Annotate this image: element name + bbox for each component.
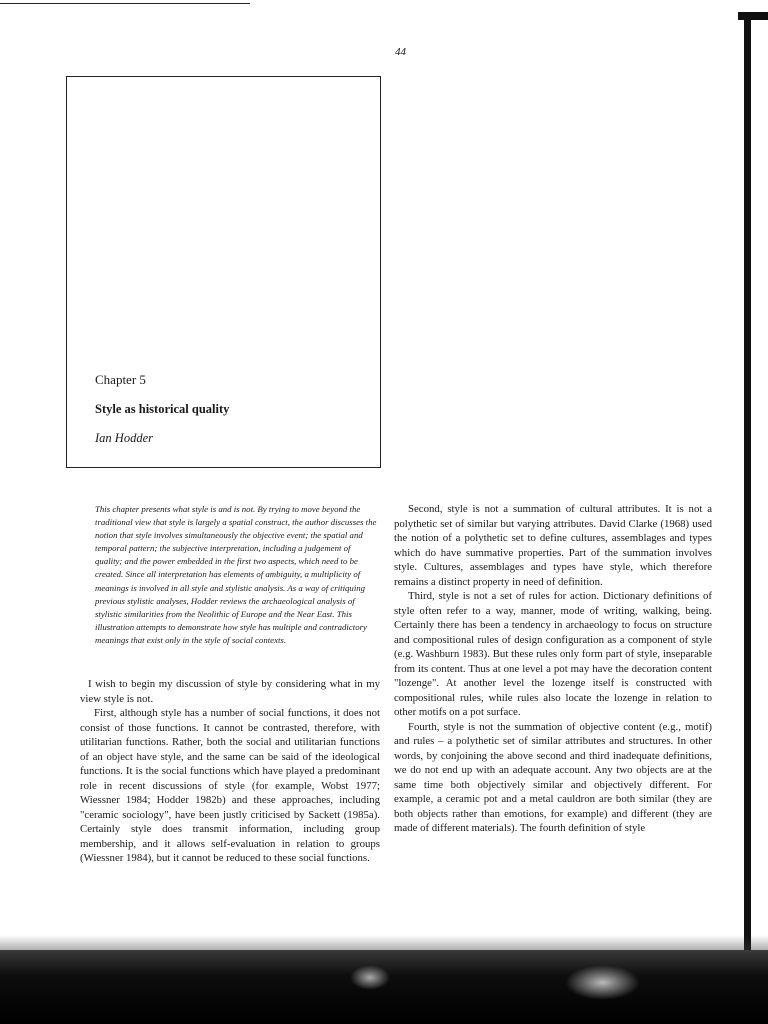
page-number: 44	[395, 46, 406, 58]
top-rule	[0, 3, 250, 4]
paragraph: Fourth, style is not the summation of objective content (e.g., motif) and rules – a polythetic set of similar attributes and structures. In other words, by conjoining the above second and third inadequate definitions, we do not end up with an adequate account. Any two objects are at the same time both objectively similar and objectively different. For example, a ceramic pot and a metal cauldron are both similar (they are both objects rather than emotions, for example) and different (they are made of different materials). The fourth definition of style	[394, 720, 712, 834]
book-spine-shadow	[738, 12, 768, 20]
paragraph: Third, style is not a set of rules for action. Dictionary definitions of style often refer to a way, manner, mode of writing, walking, being. Certainly there has been a tendency in archaeology to focus on structure and compositional rules of design configuration as a component of style (e.g. Washburn 1983). But these rules only form part of style, inseparable from its content. Thus at one level a pot may have the decoration content "lozenge". At another level the lozenge itself is constructed with compositional rules, while rules also locate the lozenge in relation to other motifs on a pot surface.	[394, 590, 712, 718]
chapter-author: Ian Hodder	[95, 431, 153, 445]
book-spine-shadow	[744, 18, 751, 978]
paragraph: Second, style is not a summation of cultural attributes. It is not a polythetic set of similar but varying attributes. David Clarke (1968) used the notion of a polythetic set to define cultures, assemblages and types which do have summative properties. Part of the summation involves style. Cultures, assemblages and types have style, which therefore remains a distinct property in need of definition.	[394, 503, 712, 588]
chapter-abstract: This chapter presents what style is and is not. By trying to move beyond the traditional view that style is largely a spatial construct, the author discusses the notion that style involves simultaneously the objective event; the spatial and temporal pattern; the subjective interpretation, including a judgement of quality; and the power embedded in the first two aspects, which need to be created. Since all interpretation has elements of ambiguity, a multiplicity of meanings is involved in all style and stylistic analysis. As a way of critiquing previous stylistic analyses, Hodder reviews the archaeological analysis of stylistic similarities from the Neolithic of Europe and the Near East. This illustration attempts to demonstrate how style has multiple and contradictory meanings that exist only in the style of social contexts.	[95, 504, 377, 645]
chapter-title: Style as historical quality	[95, 402, 230, 416]
chapter-label: Chapter 5	[95, 372, 146, 387]
paragraph: I wish to begin my discussion of style by considering what in my view style is not.	[80, 678, 380, 705]
right-column	[394, 502, 712, 836]
left-column	[80, 677, 380, 866]
scan-speckle	[350, 965, 390, 990]
scan-speckle	[565, 965, 640, 1000]
paragraph: First, although style has a number of social functions, it does not consist of those functions. It cannot be contrasted, therefore, with utilitarian functions. Rather, both the social and utilitarian functions of an object have style, and the same can be said of the ideological functions. It is the social functions which have played a predominant role in recent discussions of style (for example, Wobst 1977; Wiessner 1984; Hodder 1982b) and these approaches, including "ceramic sociology", have been justly criticised by Sackett (1985a). Certainly style does transmit information, including group membership, and it allows self-evaluation in relation to groups (Wiessner 1984), but it cannot be reduced to these social functions.	[80, 707, 380, 864]
